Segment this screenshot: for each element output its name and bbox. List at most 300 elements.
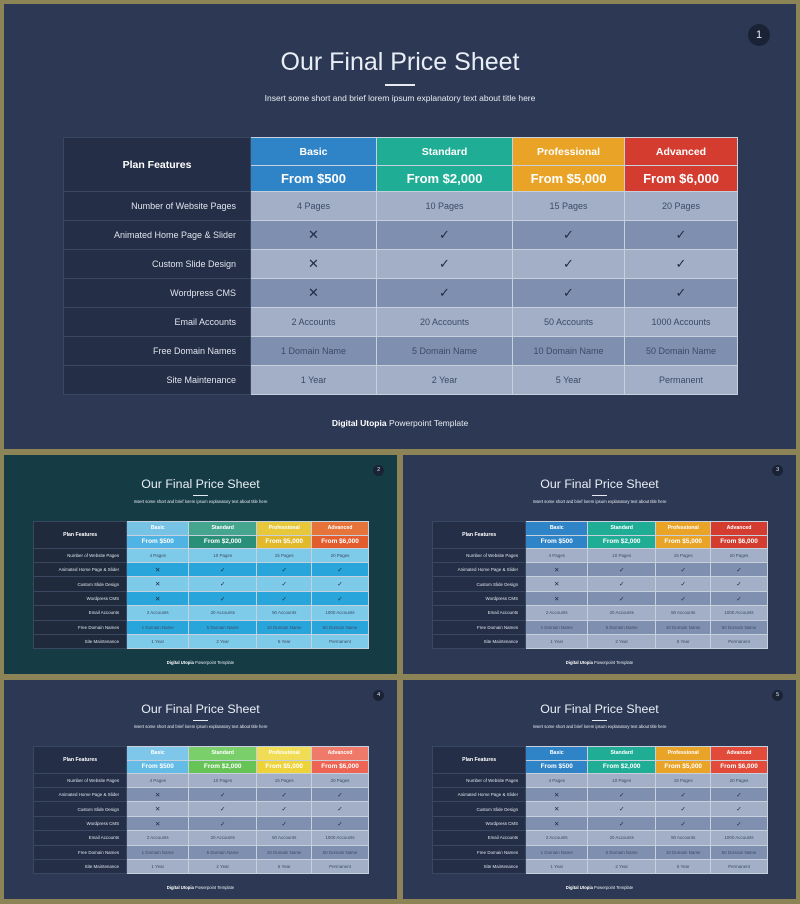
table-cell [256, 591, 312, 605]
plan-name-advanced: Advanced [312, 521, 368, 535]
footer-brand: Digital Utopia [565, 885, 593, 891]
plan-name-standard: Standard [377, 138, 513, 166]
cross-icon: ✕ [554, 581, 560, 589]
feature-value: 2 Year [615, 864, 629, 870]
table-cell [127, 548, 189, 562]
feature-value: Permanent [728, 864, 750, 870]
plan-name-professional: Professional [256, 521, 312, 535]
slide-title: Our Final Price Sheet [540, 476, 659, 491]
feature-value: 2 Year [431, 375, 458, 385]
slide-subtitle: Insert some short and brief lorem ipsum explanatory text about title here [133, 724, 268, 730]
feature-label: Animated Home Page & Slider [34, 788, 127, 802]
table-cell [588, 620, 655, 634]
footer-brand: Digital Utopia [331, 418, 387, 428]
table-cell [625, 366, 738, 395]
check-icon: ✓ [680, 820, 686, 828]
slide-subtitle: Insert some short and brief lorem ipsum explanatory text about title here [532, 499, 667, 505]
feature-label: Site Maintenance [433, 859, 526, 873]
title-underline [193, 720, 208, 721]
table-cell [513, 308, 625, 337]
feature-label: Number of Website Pages [64, 192, 251, 221]
feature-value: 1000 Accounts [325, 610, 355, 616]
plan-price-standard: From $2,000 [588, 760, 655, 773]
table-cell [256, 620, 312, 634]
table-row [34, 859, 368, 873]
table-row [433, 634, 767, 648]
cross-icon: ✕ [155, 791, 161, 799]
feature-value: 15 Pages [549, 201, 588, 211]
table-cell [526, 606, 588, 620]
feature-value: 5 Year [555, 375, 582, 385]
feature-label: Free Domain Names [433, 845, 526, 859]
table-row [64, 250, 738, 279]
cross-icon: ✕ [155, 595, 161, 603]
table-row [34, 634, 368, 648]
table-cell [189, 563, 256, 577]
plan-name-advanced: Advanced [711, 746, 767, 760]
feature-label: Wordpress CMS [433, 591, 526, 605]
feature-value: 20 Pages [729, 777, 749, 783]
table-row [34, 802, 368, 816]
table-cell [513, 250, 625, 279]
feature-label: Animated Home Page & Slider [64, 221, 251, 250]
plan-price-advanced: From $6,000 [711, 535, 767, 548]
title-underline [193, 495, 208, 496]
feature-value: 10 Pages [213, 552, 233, 558]
table-cell [312, 816, 368, 830]
footer-text: Powerpoint Template [592, 660, 634, 666]
feature-value: 2 Accounts [291, 317, 336, 327]
feature-value: 10 Pages [612, 777, 632, 783]
feature-label: Site Maintenance [34, 859, 127, 873]
plan-features-label: Plan Features [34, 746, 127, 773]
feature-value: 20 Accounts [609, 610, 634, 616]
table-cell [256, 563, 312, 577]
table-cell [377, 337, 513, 366]
feature-value: 10 Domain Name [266, 849, 302, 855]
plan-name-row [433, 746, 767, 760]
feature-value: 15 Pages [274, 777, 294, 783]
cross-icon: ✕ [308, 285, 319, 300]
feature-value: 4 Pages [548, 552, 565, 558]
cross-icon: ✕ [155, 581, 161, 589]
table-cell [588, 802, 655, 816]
table-row [433, 563, 767, 577]
cross-icon: ✕ [155, 820, 161, 828]
check-icon: ✓ [736, 595, 742, 603]
slide-title: Our Final Price Sheet [280, 48, 520, 76]
feature-value: 20 Accounts [210, 835, 235, 841]
table-row [64, 308, 738, 337]
check-icon: ✓ [563, 227, 574, 242]
table-cell [189, 788, 256, 802]
table-cell [312, 591, 368, 605]
check-icon: ✓ [736, 581, 742, 589]
table-cell [127, 788, 189, 802]
table-cell [655, 634, 711, 648]
cross-icon: ✕ [554, 566, 560, 574]
feature-label: Custom Slide Design [433, 577, 526, 591]
slide-4[interactable] [4, 680, 397, 899]
table-row [34, 591, 368, 605]
feature-value: 4 Pages [149, 552, 166, 558]
cross-icon: ✕ [308, 256, 319, 271]
table-cell [377, 279, 513, 308]
table-cell [711, 859, 767, 873]
table-cell [711, 845, 767, 859]
plan-features-label: Plan Features [433, 746, 526, 773]
table-cell [526, 831, 588, 845]
table-cell [189, 591, 256, 605]
footer-text: Powerpoint Template [193, 660, 235, 666]
table-row [433, 773, 767, 787]
table-row [433, 845, 767, 859]
feature-value: 50 Accounts [671, 835, 696, 841]
feature-value: 15 Pages [673, 552, 693, 558]
table-cell [312, 802, 368, 816]
table-cell [189, 802, 256, 816]
table-row [64, 366, 738, 395]
table-cell [256, 802, 312, 816]
slide-number-badge: 5 [772, 690, 783, 701]
plan-price-advanced: From $6,000 [711, 760, 767, 773]
cross-icon: ✕ [554, 806, 560, 814]
table-cell [189, 773, 256, 787]
check-icon: ✓ [563, 285, 574, 300]
feature-value: 5 Year [676, 864, 690, 870]
table-cell [312, 620, 368, 634]
plan-price-advanced: From $6,000 [312, 535, 368, 548]
feature-label: Wordpress CMS [433, 816, 526, 830]
table-row [34, 548, 368, 562]
table-cell [625, 192, 738, 221]
feature-label: Custom Slide Design [34, 802, 127, 816]
table-cell [251, 250, 377, 279]
feature-label: Wordpress CMS [34, 816, 127, 830]
table-cell [189, 831, 256, 845]
table-cell [588, 577, 655, 591]
table-cell [711, 634, 767, 648]
slide-number-badge: 3 [772, 465, 783, 476]
table-cell [655, 773, 711, 787]
feature-value: 5 Year [676, 639, 690, 645]
table-cell [312, 606, 368, 620]
slide-footer [4, 885, 397, 890]
table-row [433, 831, 767, 845]
plan-price-standard: From $2,000 [588, 535, 655, 548]
feature-value: 5 Year [277, 639, 291, 645]
table-cell [127, 591, 189, 605]
feature-value: 1 Year [550, 864, 564, 870]
plan-price-basic: From $500 [127, 535, 189, 548]
table-cell [189, 620, 256, 634]
plan-name-basic: Basic [127, 521, 189, 535]
plan-name-row [433, 521, 767, 535]
table-cell [127, 816, 189, 830]
table-row [433, 577, 767, 591]
table-cell [711, 577, 767, 591]
table-row [34, 816, 368, 830]
feature-value: 1000 Accounts [325, 835, 355, 841]
check-icon: ✓ [680, 595, 686, 603]
table-cell [312, 845, 368, 859]
feature-value: 2 Accounts [545, 835, 568, 841]
slide-2[interactable] [4, 455, 397, 674]
table-cell [711, 620, 767, 634]
table-row [433, 591, 767, 605]
table-row [433, 788, 767, 802]
feature-value: 10 Domain Name [266, 624, 302, 630]
feature-value: 2 Year [216, 639, 230, 645]
plan-price-basic: From $500 [251, 166, 377, 192]
check-icon: ✓ [675, 285, 687, 300]
feature-label: Email Accounts [433, 831, 526, 845]
price-table [33, 521, 368, 649]
feature-value: 10 Pages [612, 552, 632, 558]
feature-value: 2 Accounts [146, 610, 169, 616]
feature-value: 2 Accounts [545, 610, 568, 616]
table-row [34, 577, 368, 591]
feature-label: Site Maintenance [433, 634, 526, 648]
table-cell [256, 845, 312, 859]
feature-value: 2 Year [216, 864, 230, 870]
plan-price-basic: From $500 [526, 760, 588, 773]
table-cell [312, 634, 368, 648]
feature-value: 10 Pages [213, 777, 233, 783]
slide-title: Our Final Price Sheet [540, 701, 659, 716]
feature-value: 4 Pages [149, 777, 166, 783]
table-cell [526, 859, 588, 873]
feature-value: 50 Domain Name [645, 346, 717, 356]
plan-name-standard: Standard [588, 746, 655, 760]
table-cell [377, 192, 513, 221]
price-table [33, 746, 368, 874]
table-cell [189, 548, 256, 562]
feature-value: 1 Year [151, 639, 165, 645]
plan-name-professional: Professional [655, 746, 711, 760]
table-cell [711, 606, 767, 620]
check-icon: ✓ [220, 791, 226, 799]
feature-value: 1 Year [550, 639, 564, 645]
check-icon: ✓ [281, 806, 287, 814]
slide-1[interactable] [4, 4, 796, 449]
table-cell [256, 859, 312, 873]
table-cell [526, 620, 588, 634]
feature-value: 50 Domain Name [322, 624, 358, 630]
table-cell [127, 802, 189, 816]
plan-features-label: Plan Features [433, 521, 526, 548]
footer-brand: Digital Utopia [166, 885, 194, 891]
feature-label: Free Domain Names [34, 845, 127, 859]
table-cell [655, 548, 711, 562]
table-row [64, 337, 738, 366]
table-cell [312, 563, 368, 577]
feature-label: Free Domain Names [64, 337, 251, 366]
feature-value: 2 Accounts [146, 835, 169, 841]
table-cell [189, 634, 256, 648]
table-cell [655, 563, 711, 577]
table-cell [127, 831, 189, 845]
table-cell [655, 591, 711, 605]
feature-value: 5 Year [277, 864, 291, 870]
check-icon: ✓ [736, 791, 742, 799]
plan-price-standard: From $2,000 [189, 535, 256, 548]
slide-footer [403, 660, 796, 665]
plan-name-professional: Professional [655, 521, 711, 535]
table-cell [655, 845, 711, 859]
check-icon: ✓ [439, 285, 450, 300]
table-cell [256, 548, 312, 562]
feature-value: 1 Domain Name [540, 624, 573, 630]
footer-text: Powerpoint Template [193, 885, 235, 891]
slide-footer [4, 660, 397, 665]
feature-value: 1 Domain Name [280, 346, 347, 356]
slide-subtitle: Insert some short and brief lorem ipsum explanatory text about title here [264, 93, 536, 103]
check-icon: ✓ [736, 806, 742, 814]
table-cell [513, 192, 625, 221]
check-icon: ✓ [619, 791, 625, 799]
check-icon: ✓ [619, 581, 625, 589]
check-icon: ✓ [337, 820, 343, 828]
slide-subtitle: Insert some short and brief lorem ipsum explanatory text about title here [133, 499, 268, 505]
title-underline [592, 720, 607, 721]
table-cell [588, 788, 655, 802]
table-cell [256, 831, 312, 845]
table-cell [189, 859, 256, 873]
check-icon: ✓ [736, 820, 742, 828]
feature-value: 2 Year [615, 639, 629, 645]
check-icon: ✓ [619, 566, 625, 574]
table-cell [711, 773, 767, 787]
table-cell [256, 773, 312, 787]
table-cell [127, 606, 189, 620]
feature-value: 10 Domain Name [665, 849, 701, 855]
table-cell [711, 802, 767, 816]
table-cell [711, 548, 767, 562]
feature-label: Custom Slide Design [34, 577, 127, 591]
feature-value: 50 Accounts [272, 835, 297, 841]
feature-label: Free Domain Names [433, 620, 526, 634]
table-cell [127, 634, 189, 648]
footer-brand: Digital Utopia [166, 660, 194, 666]
table-cell [251, 192, 377, 221]
table-cell [588, 816, 655, 830]
plan-name-basic: Basic [526, 521, 588, 535]
check-icon: ✓ [220, 595, 226, 603]
table-cell [127, 773, 189, 787]
slide-title: Our Final Price Sheet [141, 701, 260, 716]
check-icon: ✓ [281, 820, 287, 828]
slide-footer [4, 418, 796, 428]
table-cell [655, 620, 711, 634]
table-cell [189, 606, 256, 620]
table-cell [711, 831, 767, 845]
feature-value: 1000 Accounts [724, 610, 754, 616]
feature-value: 50 Accounts [543, 317, 594, 327]
slide-5[interactable] [403, 680, 796, 899]
table-cell [526, 802, 588, 816]
check-icon: ✓ [337, 791, 343, 799]
slide-number-badge: 2 [373, 465, 384, 476]
table-cell [127, 620, 189, 634]
feature-value: 5 Domain Name [206, 624, 239, 630]
table-cell [588, 773, 655, 787]
plan-price-professional: From $5,000 [256, 535, 312, 548]
table-row [34, 606, 368, 620]
plan-name-basic: Basic [127, 746, 189, 760]
feature-label: Custom Slide Design [433, 802, 526, 816]
check-icon: ✓ [281, 595, 287, 603]
table-cell [256, 634, 312, 648]
table-cell [256, 606, 312, 620]
slide-3[interactable] [403, 455, 796, 674]
feature-label: Email Accounts [34, 606, 127, 620]
table-cell [256, 577, 312, 591]
title-underline [592, 495, 607, 496]
feature-value: 10 Domain Name [665, 624, 701, 630]
cross-icon: ✕ [155, 806, 161, 814]
table-cell [312, 577, 368, 591]
feature-label: Email Accounts [64, 308, 251, 337]
check-icon: ✓ [680, 806, 686, 814]
feature-value: 50 Accounts [671, 610, 696, 616]
table-row [34, 563, 368, 577]
feature-label: Number of Website Pages [34, 773, 127, 787]
feature-label: Free Domain Names [34, 620, 127, 634]
feature-value: 50 Domain Name [322, 849, 358, 855]
check-icon: ✓ [220, 566, 226, 574]
feature-value: 4 Pages [296, 201, 331, 211]
table-cell [127, 859, 189, 873]
table-cell [377, 221, 513, 250]
plan-name-row [64, 138, 738, 166]
footer-text: Powerpoint Template [386, 418, 469, 428]
plan-price-advanced: From $6,000 [625, 166, 738, 192]
check-icon: ✓ [220, 581, 226, 589]
check-icon: ✓ [675, 256, 687, 271]
plan-name-advanced: Advanced [312, 746, 368, 760]
plan-features-label: Plan Features [34, 521, 127, 548]
table-cell [655, 831, 711, 845]
feature-value: Permanent [728, 639, 750, 645]
plan-features-label: Plan Features [64, 138, 251, 192]
plan-name-standard: Standard [189, 746, 256, 760]
feature-label: Email Accounts [34, 831, 127, 845]
feature-value: 15 Pages [673, 777, 693, 783]
feature-value: 1 Domain Name [141, 849, 174, 855]
cross-icon: ✕ [554, 595, 560, 603]
table-cell [127, 563, 189, 577]
cross-icon: ✕ [308, 227, 319, 242]
cross-icon: ✕ [155, 566, 161, 574]
plan-price-advanced: From $6,000 [312, 760, 368, 773]
feature-value: 10 Pages [425, 201, 464, 211]
table-row [64, 279, 738, 308]
table-cell [588, 606, 655, 620]
check-icon: ✓ [619, 595, 625, 603]
check-icon: ✓ [337, 566, 343, 574]
check-icon: ✓ [281, 791, 287, 799]
check-icon: ✓ [337, 581, 343, 589]
table-cell [588, 563, 655, 577]
table-cell [312, 788, 368, 802]
table-cell [625, 337, 738, 366]
table-row [433, 816, 767, 830]
table-cell [655, 802, 711, 816]
feature-value: 20 Accounts [419, 317, 470, 327]
check-icon: ✓ [220, 806, 226, 814]
table-cell [251, 337, 377, 366]
